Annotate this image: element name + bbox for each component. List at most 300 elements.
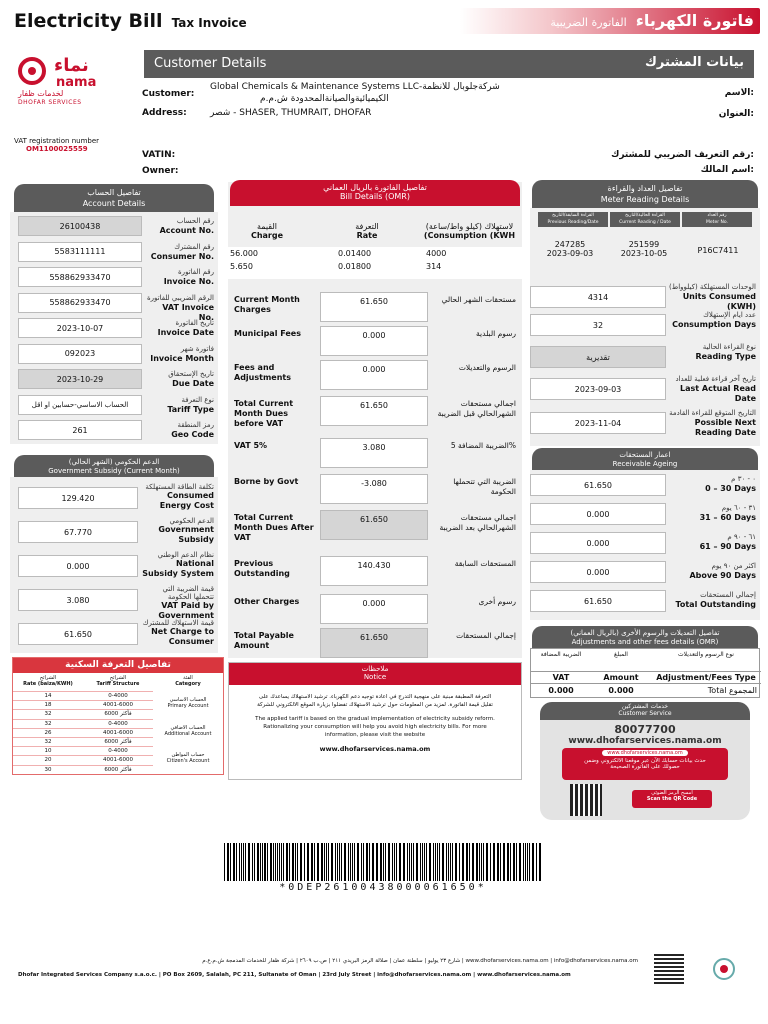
- bill-item-label-ar: المستحقات السابقة: [454, 559, 516, 568]
- footer-vision-icon: [700, 954, 748, 984]
- meter-curr-date: 2023-10-05: [620, 249, 668, 258]
- account-value: 558862933470: [18, 293, 142, 313]
- adjust-title-en: Adjustments and other fees details (OMR): [571, 638, 719, 646]
- tariff-col-rate-en: Rate (baiza/KWH): [23, 681, 73, 687]
- bill-item-value: 0.000: [320, 360, 428, 390]
- barcode-bar: [435, 843, 436, 881]
- barcode-bar: [536, 843, 537, 881]
- barcode-bar: [286, 843, 288, 881]
- account-label-en: Tariff Type: [167, 404, 214, 414]
- meter-label-en: Consumption Days: [672, 320, 756, 329]
- subsidy-label: [140, 551, 214, 579]
- service-url-small[interactable]: www.dhofarservices.nama.om: [602, 750, 688, 756]
- tariff-structure: 0-4000: [83, 719, 153, 728]
- barcode-bar: [295, 843, 296, 881]
- bill-item-label-ar: رسوم البلدية: [476, 329, 516, 338]
- subsidy-value: 0.000: [18, 555, 138, 577]
- ageing-title-en: Receivable Ageing: [612, 460, 678, 468]
- barcode-bar: [455, 843, 457, 881]
- tariff-category: [153, 725, 223, 737]
- barcode-bar: [304, 843, 305, 881]
- meter-col-en: Current Reading / Date: [619, 220, 671, 225]
- account-value: 5583111111: [18, 242, 142, 262]
- tariff-category-ar: الحساب الاساسي: [169, 697, 207, 703]
- customer-details-title-en: Customer Details: [154, 56, 267, 71]
- account-label-ar: نوع التعرفة: [181, 395, 214, 404]
- barcode-bar: [328, 843, 329, 881]
- barcode-bar: [236, 843, 237, 881]
- logo-ar: نماء: [54, 55, 89, 76]
- account-label-ar: تاريخ الإستحقاق: [168, 370, 214, 378]
- barcode-bar: [335, 843, 336, 881]
- bill-item-value: 0.000: [320, 326, 428, 356]
- bill-header: [230, 180, 520, 206]
- ageing-value: 0.000: [530, 532, 666, 554]
- subtitle-en: Tax Invoice: [171, 16, 247, 30]
- adjust-title-ar: تفاصيل التعديلات والرسوم الأخرى (بالريال العماني): [570, 629, 720, 637]
- subsidy-label: [140, 619, 214, 647]
- account-value: 092023: [18, 344, 142, 364]
- meter-col-en: Meter No.: [706, 220, 728, 225]
- bill-line-cons: 314: [426, 262, 442, 271]
- tariff-rate: 10: [13, 746, 83, 755]
- bill-col-charge-en: Charge: [250, 231, 284, 240]
- barcode-bar: [344, 843, 346, 881]
- tariff-structure: 0-4000: [83, 746, 153, 755]
- tariff-category: [153, 697, 223, 709]
- customer-label-ar: الاسم:: [724, 88, 754, 98]
- barcode-bar: [230, 843, 231, 881]
- barcode-bar: [385, 843, 386, 881]
- tariff-col-rate-ar: الشرائح: [39, 675, 57, 681]
- barcode-bar: [539, 843, 541, 881]
- bill-item-label: VAT 5%: [234, 441, 268, 450]
- meter-cols: [538, 212, 754, 227]
- address-label-ar: العنوان:: [718, 109, 754, 119]
- owner-label-ar: اسم المالك:: [700, 165, 754, 175]
- subsidy-label-ar: نظام الدعم الوطني: [157, 551, 214, 559]
- ageing-label: [668, 532, 756, 552]
- subsidy-value: 3.080: [18, 589, 138, 611]
- barcode-bar: [264, 843, 266, 881]
- meter-col-en: Previous Reading/Date: [547, 220, 599, 225]
- meter-curr-reading: 251599: [628, 240, 660, 249]
- barcode-bar: [273, 843, 274, 881]
- barcode-bar: [227, 843, 229, 881]
- vatin-label-ar: رقم التعريف الضريبي للمشترك:: [611, 150, 754, 160]
- barcode-bar: [350, 843, 351, 881]
- meter-label-ar: عدد ايام الإستهلاك: [703, 311, 756, 319]
- bill-item-value: 61.650: [320, 396, 428, 426]
- barcode-bar: [326, 843, 327, 881]
- ageing-value: 0.000: [530, 561, 666, 583]
- meter-label-en: Units Consumed (KWH): [682, 292, 756, 311]
- bill-item-label: Other Charges: [234, 597, 300, 606]
- meter-col-ar: رقم العداد: [707, 213, 727, 218]
- barcode-bar: [279, 843, 280, 881]
- barcode-bar: [317, 843, 319, 881]
- bill-item-label-ar: رسوم أخرى: [478, 597, 516, 606]
- subsidy-title-en: Government Subsidy (Current Month): [48, 467, 180, 475]
- meter-value: 32: [530, 314, 666, 336]
- account-value: 261: [18, 420, 142, 440]
- bill-item-label: Borne by Govt: [234, 477, 299, 486]
- barcode-bar: [483, 843, 484, 881]
- account-label-ar: تاريخ الفاتورة: [175, 319, 214, 327]
- tariff-col-cat-en: Category: [175, 681, 201, 687]
- barcode-bar: [270, 843, 272, 881]
- barcode-bar: [254, 843, 255, 881]
- bill-col-rate-en: Rate: [356, 231, 378, 240]
- ageing-label-ar: إجمالي المستحقات: [700, 591, 756, 599]
- barcode-bar: [314, 843, 315, 881]
- barcode-bar: [366, 843, 368, 881]
- ageing-value: 61.650: [530, 474, 666, 496]
- vat-reg-value: OM1100025559: [26, 145, 88, 153]
- barcode-bar: [407, 843, 408, 881]
- barcode-bar: [369, 843, 370, 881]
- barcode-bar: [519, 843, 521, 881]
- barcode-bar: [490, 843, 491, 881]
- subsidy-label-en: VAT Paid by Government: [158, 601, 214, 620]
- barcode-bar: [241, 843, 242, 881]
- account-label-en: Invoice Date: [157, 328, 214, 337]
- ageing-label-ar: اكثر من ٩٠ يوم: [711, 562, 756, 570]
- barcode-bar: [429, 843, 431, 881]
- barcode-bar: [442, 843, 444, 881]
- meter-col-header: [610, 212, 680, 227]
- account-value: 26100438: [18, 216, 142, 236]
- barcode-bar: [275, 843, 276, 881]
- service-qr-icon[interactable]: [570, 784, 602, 816]
- tariff-col-struct-ar: الشرائح: [109, 675, 127, 681]
- notice-title-en: Notice: [363, 673, 387, 681]
- account-label: [146, 395, 214, 415]
- service-title-en: Customer Service: [618, 710, 672, 717]
- barcode-bar: [513, 843, 515, 881]
- barcode-bar: [376, 843, 378, 881]
- ageing-label: [668, 503, 756, 523]
- customer-value2: الكيميائيةوالصيانةالمحدودة ش.م.م: [260, 94, 389, 104]
- title-ar: فاتورة الكهرباء: [635, 11, 754, 30]
- customer-label: Customer:: [142, 89, 195, 99]
- subsidy-label-ar: قيمة الضريبة التي تتحملها الحكومة: [162, 585, 214, 601]
- meter-title-en: Meter Reading Details: [600, 195, 690, 204]
- ageing-label-en: Total Outstanding: [675, 600, 756, 609]
- service-header: [540, 702, 750, 720]
- barcode-bar: [422, 843, 423, 881]
- barcode-bar: [352, 843, 353, 881]
- notice-panel: [228, 662, 522, 780]
- barcode-bar: [348, 843, 349, 881]
- subsidy-label: [140, 517, 214, 545]
- barcode-bar: [380, 843, 382, 881]
- barcode-text: *0DEP26100438000061650*: [279, 882, 487, 893]
- barcode-bar: [472, 843, 474, 881]
- meter-label: [668, 408, 756, 438]
- ageing-panel: [530, 470, 760, 620]
- ageing-label-ar: ٦١ - ٩٠ م: [727, 533, 756, 541]
- meter-label-ar: التاريخ المتوقع للقراءة القادمة: [669, 409, 756, 417]
- service-qr-en: Scan the QR Code: [646, 796, 698, 802]
- barcode-bar: [448, 843, 449, 881]
- notice-text-en: The applied tariff is based on the gradual implementation of electricity subsidy reform. Rationalizing your consumption will help you avoid high electricity bills. For more information, please visit the website: [255, 716, 495, 738]
- bill-line-charge: 56.000: [230, 249, 258, 258]
- ageing-title-ar: اعمار المستحقات: [619, 451, 671, 459]
- barcode-bar: [493, 843, 495, 881]
- subsidy-value: 129.420: [18, 487, 138, 509]
- footer-line1: www.dhofarservices.nama.om | info@dhofarservices.nama.om | شارع ٢٣ يوليو | سلطنة عمان | صلالة الرمز البريدي ٢١١ | ص.ب ٢٦٠٩ | شركة ظفار للخدمات المدمجة ش.م.ع.م: [202, 958, 638, 964]
- bill-item-value: -3.080: [320, 474, 428, 504]
- account-label-ar: رمز المنطقة: [177, 421, 214, 429]
- account-label-ar: فاتورة شهر: [180, 344, 214, 353]
- notice-url[interactable]: www.dhofarservices.nama.om: [319, 745, 431, 753]
- meter-col-header: [538, 212, 608, 227]
- tariff-structure: 4001-6000: [83, 728, 153, 737]
- tariff-structure: 0-4000: [83, 691, 153, 700]
- barcode-bar: [413, 843, 414, 881]
- vatin-label: VATIN:: [142, 150, 176, 160]
- barcode-bar: [277, 843, 278, 881]
- subsidy-label-en: Government Subsidy: [158, 525, 214, 544]
- account-panel: [10, 212, 218, 444]
- barcode-bar: [439, 843, 440, 881]
- barcode-bar: [469, 843, 470, 881]
- bill-item-value: 3.080: [320, 438, 428, 468]
- tariff-structure: 4001-6000: [83, 700, 153, 709]
- meter-label-en: Reading Type: [695, 352, 756, 361]
- barcode-bar: [300, 843, 302, 881]
- barcode-bar: [289, 843, 290, 881]
- service-qr-label: [632, 790, 712, 808]
- account-title-ar: تفاصيل الحساب: [87, 188, 141, 197]
- barcode-bar: [479, 843, 480, 881]
- address-value: شصر - SHASER, THUMRAIT, DHOFAR: [210, 108, 372, 118]
- subsidy-header: [14, 455, 214, 477]
- adjust-vat: 0.000: [548, 686, 574, 695]
- ageing-label: [668, 561, 756, 581]
- barcode-bar: [324, 843, 325, 881]
- barcode-bar: [243, 843, 244, 881]
- adjust-h-vat: VAT: [552, 673, 570, 682]
- subsidy-value: 61.650: [18, 623, 138, 645]
- service-banner: [562, 748, 728, 780]
- barcode-bar: [433, 843, 434, 881]
- barcode-bar: [462, 843, 464, 881]
- tariff-category-en: Primary Account: [167, 703, 209, 709]
- meter-value: تقديرية: [530, 346, 666, 368]
- account-label: [146, 318, 214, 338]
- subsidy-label-ar: الدعم الحكومي: [169, 517, 214, 525]
- account-label-en: Consumer No.: [150, 251, 214, 261]
- tariff-structure: 4001-6000: [83, 755, 153, 764]
- barcode-bar: [341, 843, 342, 881]
- barcode-bar: [337, 843, 338, 881]
- bill-item-label: Fees and Adjustments: [234, 363, 291, 382]
- adjust-h-vat-ar: الضريبة المضافة: [540, 651, 582, 658]
- barcode-bar: [357, 843, 359, 881]
- ageing-value: 0.000: [530, 503, 666, 525]
- notice-title-ar: ملاحظات: [361, 665, 389, 673]
- tariff-category-en: Additional Account: [164, 730, 212, 737]
- bill-lines: [228, 247, 522, 279]
- barcode-bar: [262, 843, 263, 881]
- subtitle-ar: الفاتورة الضريبية: [550, 16, 627, 29]
- adjust-h-amount-ar: المبلغ: [614, 651, 628, 658]
- bill-item-label-ar: الضريبة المضافة 5%: [450, 441, 516, 450]
- ageing-label-en: Above 90 Days: [689, 571, 756, 580]
- account-label-en: Invoice No.: [163, 277, 214, 286]
- barcode-bar: [363, 843, 364, 881]
- barcode-bar: [281, 843, 282, 881]
- barcode-bar: [260, 843, 261, 881]
- barcode-bar: [257, 843, 259, 881]
- account-label-ar: رقم المشترك: [174, 242, 214, 251]
- account-value: 2023-10-29: [18, 369, 142, 389]
- ageing-label: [668, 590, 756, 610]
- tariff-table: [12, 657, 224, 775]
- ageing-header: [532, 448, 758, 470]
- meter-value: 4314: [530, 286, 666, 308]
- account-label-ar: الرقم الضريبي للفاتورة: [146, 293, 214, 302]
- barcode-bar: [503, 843, 505, 881]
- barcode-bar: [424, 843, 425, 881]
- barcode-bar: [466, 843, 468, 881]
- barcode-bar: [292, 843, 294, 881]
- service-url[interactable]: www.dhofarservices.nama.om: [568, 736, 722, 746]
- account-label-ar: رقم الحساب: [176, 217, 214, 225]
- bill-item-value: 0.000: [320, 594, 428, 624]
- account-value: 2023-10-07: [18, 318, 142, 338]
- account-label: [146, 242, 214, 262]
- meter-prev-date: 2023-09-03: [546, 249, 594, 258]
- service-title-ar: خدمات المشتركين: [621, 703, 669, 710]
- barcode-bar: [245, 843, 246, 881]
- subsidy-label-en: National Subsidy System: [142, 559, 214, 578]
- bill-item-label-ar: مستحقات الشهر الحالي: [441, 295, 516, 304]
- account-header: [14, 184, 214, 212]
- barcode-bar: [523, 843, 524, 881]
- barcode-bar: [416, 843, 418, 881]
- adjust-total-label: Total المجموع: [707, 686, 757, 695]
- tariff-category-ar: حساب المواطن: [171, 752, 205, 759]
- meter-label-en: Possible Next Reading Date: [694, 418, 756, 437]
- meter-col-header: [682, 212, 752, 227]
- bill-line-charge: 5.650: [230, 262, 253, 271]
- barcode-bar: [361, 843, 362, 881]
- bill-item-value: 61.650: [320, 510, 428, 540]
- account-label-en: Invoice Month: [150, 353, 214, 363]
- subsidy-label-ar: تكلفة الطاقة المستهلكة: [145, 483, 214, 491]
- adjust-amount: 0.000: [608, 686, 634, 695]
- tariff-rate: 18: [13, 700, 83, 709]
- bill-item-label: Total Current Month Dues After VAT: [234, 513, 314, 542]
- barcode-bar: [383, 843, 384, 881]
- tariff-category-en: Citizen's Account: [166, 758, 210, 765]
- address-label: Address:: [142, 108, 187, 118]
- title-en: Electricity Bill: [14, 10, 163, 32]
- barcode-bar: [388, 843, 390, 881]
- barcode-bar: [446, 843, 447, 881]
- barcode-bar: [459, 843, 460, 881]
- bill-title-en: Bill Details (OMR): [340, 192, 410, 201]
- account-label-ar: رقم الفاتورة: [178, 268, 214, 276]
- account-value: الحساب الاساسي-حسابين او اقل: [18, 395, 142, 415]
- barcode-bar: [297, 843, 298, 881]
- subsidy-value: 67.770: [18, 521, 138, 543]
- account-label-en: Account No.: [159, 226, 214, 235]
- barcode-bar: [486, 843, 488, 881]
- tariff-col-struct-en: Tariff Structure: [96, 681, 140, 687]
- adjust-h-type-ar: نوع الرسوم والتعديلات: [678, 651, 734, 658]
- service-phone[interactable]: 80077700: [614, 723, 676, 736]
- bill-item-label: Current Month Charges: [234, 295, 300, 314]
- tariff-rate: 30: [13, 765, 83, 774]
- adjust-h-amount: Amount: [603, 673, 639, 682]
- meter-no: P16C7411: [697, 246, 739, 255]
- bill-item-label-ar: اجمالي مستحقات الشهرالحالي قبل الضريبة: [437, 399, 516, 418]
- bill-item-label-ar: اجمالي مستحقات الشهرالحالي بعد الضريبة: [439, 513, 516, 532]
- bill-col-charge-ar: القيمة: [256, 222, 278, 231]
- tariff-structure: 6000 فأكثر: [83, 709, 153, 718]
- customer-value: Global Chemicals & Maintenance Systems LLC-شركةجلوبال للانظمة: [210, 82, 500, 92]
- tariff-rate: 32: [13, 719, 83, 728]
- subsidy-label: [140, 585, 214, 621]
- account-label: [146, 344, 214, 364]
- barcode-bar: [233, 843, 235, 881]
- meter-rows: [530, 276, 760, 446]
- barcode-bar: [224, 843, 225, 881]
- bill-item-label: Total Payable Amount: [234, 631, 294, 650]
- meter-label: [668, 282, 756, 312]
- customer-details-bar: [144, 50, 754, 78]
- tariff-rate: 32: [13, 737, 83, 746]
- subsidy-title-ar: الدعم الحكومي (الشهر الحالي): [68, 458, 160, 466]
- barcode-bar: [267, 843, 268, 881]
- barcode-bar: [354, 843, 355, 881]
- barcode-bar: [307, 843, 309, 881]
- meter-title-ar: تفاصيل العداد والقراءة: [607, 184, 683, 193]
- meter-label-ar: الوحدات المستهلكة (كيلوواط): [669, 283, 756, 291]
- header: [0, 0, 768, 38]
- company-logo: [16, 55, 116, 110]
- account-label: [146, 267, 214, 287]
- barcode-bar: [437, 843, 438, 881]
- barcode-bar: [394, 843, 395, 881]
- bill-item-value: 61.650: [320, 628, 428, 658]
- adjust-h-type: Adjustment/Fees Type: [656, 673, 756, 682]
- meter-header: [532, 180, 758, 208]
- bill-title-ar: تفاصيل الفاتورة بالريال العماني: [323, 183, 427, 192]
- tariff-title: تفاصيل التعرفة السكنية: [13, 658, 223, 673]
- barcode-bar: [283, 843, 284, 881]
- tariff-category: [153, 752, 223, 764]
- meter-label: [668, 310, 756, 330]
- meter-value: 2023-09-03: [530, 378, 666, 400]
- bill-line-rate: 0.01400: [338, 249, 372, 258]
- meter-label-ar: تاريخ آخر قراءة فعلية للعداد: [675, 375, 756, 383]
- barcode-bar: [452, 843, 453, 881]
- tariff-category-ar: الحساب الاضافي: [170, 724, 206, 731]
- ageing-label-ar: ٣١ - ٦٠ يوم: [721, 504, 756, 512]
- bill-col-cons-ar: لاستهلاك (كيلو واط/ساعة): [425, 222, 514, 231]
- owner-label: Owner:: [142, 166, 179, 176]
- subsidy-label: [140, 483, 214, 511]
- bill-item-label-ar: الرسوم والتعديلات: [458, 363, 516, 372]
- bill-line-rate: 0.01800: [338, 262, 372, 271]
- meter-label: [668, 374, 756, 404]
- bill-item-label: Total Current Month Dues before VAT: [234, 399, 294, 428]
